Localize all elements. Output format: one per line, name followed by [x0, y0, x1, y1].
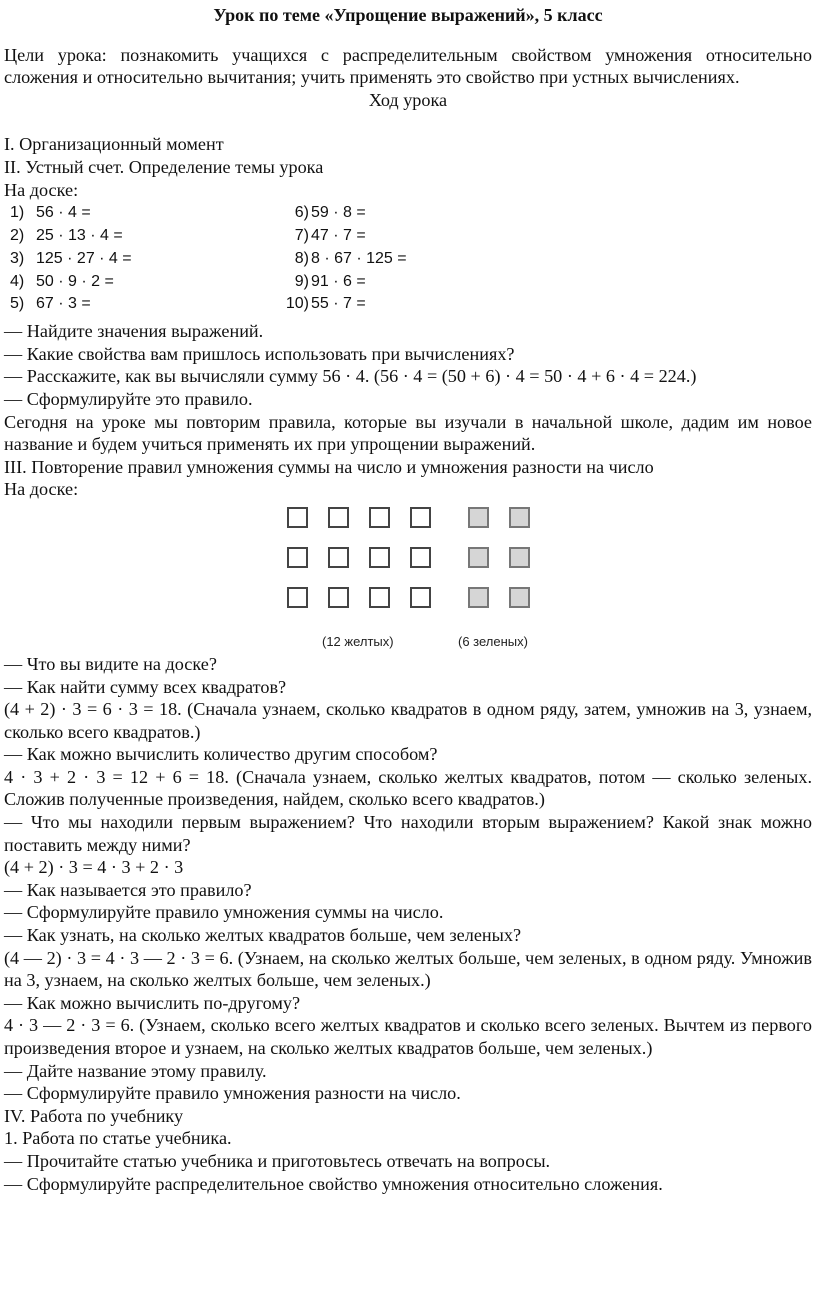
- green-square: [468, 547, 489, 568]
- yellow-square: [369, 507, 390, 528]
- green-square: [509, 547, 530, 568]
- question-line: — Как можно вычислить по-другому?: [4, 992, 301, 1013]
- green-square: [468, 507, 489, 528]
- yellow-square: [328, 587, 349, 608]
- question-line: — Какие свойства вам пришлось использовать при вычислениях?: [4, 343, 515, 364]
- section-heading-4: IV. Работа по учебнику: [4, 1105, 184, 1126]
- answer-line: 4 · 3 + 2 · 3 = 12 + 6 = 18. (Сначала узнаем, сколько желтых квадратов, потом — сколько зеленых. Сложив полученные произведения, найдем, сколько всего квадратов.): [4, 766, 812, 810]
- question-line: — Как называется это правило?: [4, 879, 252, 900]
- subsection-heading: 1. Работа по статье учебника.: [4, 1128, 232, 1149]
- question-line: — Как узнать, на сколько желтых квадратов больше, чем зеленых?: [4, 925, 522, 946]
- exercise-item: 2) 25 · 13 · 4 =: [10, 226, 123, 244]
- exercise-item: 1) 56 · 4 =: [10, 204, 91, 222]
- question-line: — Сформулируйте распределительное свойство умножения относительно сложения.: [4, 1173, 663, 1194]
- yellow-square: [369, 587, 390, 608]
- yellow-square: [287, 547, 308, 568]
- green-square: [468, 587, 489, 608]
- yellow-square: [410, 547, 431, 568]
- exercise-item: 3) 125 · 27 · 4 =: [10, 249, 132, 267]
- exercise-column-left: [10, 202, 132, 316]
- document-title: Урок по теме «Упрощение выражений», 5 класс: [213, 5, 603, 25]
- today-paragraph: Сегодня на уроке мы повторим правила, которые вы изучали в начальной школе, дадим им новое название и будем учиться применять их при упрощении выражений.: [4, 411, 812, 455]
- exercise-item: 7) 47 · 7 =: [294, 226, 366, 244]
- answer-line: 4 · 3 — 2 · 3 = 6. (Узнаем, сколько всего желтых квадратов и сколько всего зеленых. Вычтем из первого произведения второе и узнаем, на сколько желтых квадратов больше, чем зеленых.): [4, 1015, 812, 1058]
- document-page: [4, 4, 812, 1195]
- green-square: [509, 507, 530, 528]
- yellow-square: [328, 547, 349, 568]
- yellow-square: [287, 587, 308, 608]
- squares-figure: [284, 507, 544, 647]
- question-line: — Сформулируйте правило умножения суммы на число.: [4, 902, 444, 923]
- question-line: — Что вы видите на доске?: [4, 653, 217, 674]
- question-line: — Дайте название этому правилу.: [4, 1060, 267, 1081]
- course-heading: Ход урока: [368, 89, 448, 110]
- lesson-goals: Цели урока: познакомить учащихся с распределительным свойством умножения относительно сложения и относительно вычитания; учить применять это свойство при устных вычислениях.: [4, 44, 812, 88]
- answer-line: (4 — 2) · 3 = 4 · 3 — 2 · 3 = 6. (Узнаем, на сколько желтых больше, чем зеленых, в одном ряду. Умножив на 3, узнаем, на сколько желтых больше, чем зеленых.): [4, 947, 812, 991]
- question-line: — Прочитайте статью учебника и приготовьтесь отвечать на вопросы.: [4, 1150, 551, 1171]
- question-line: — Как можно вычислить количество другим способом?: [4, 744, 438, 765]
- yellow-caption: (12 желтых): [322, 633, 394, 649]
- yellow-square: [410, 587, 431, 608]
- section-heading-3: III. Повторение правил умножения суммы на число и умножения разности на число: [4, 456, 654, 477]
- exercise-item: 4) 50 · 9 · 2 =: [10, 272, 114, 290]
- question-line: — Расскажите, как вы вычисляли сумму 56 · 4. (56 · 4 = (50 + 6) · 4 = 50 · 4 + 6 · 4 = 224.): [4, 366, 697, 387]
- exercise-item: 5) 67 · 3 =: [10, 295, 91, 313]
- green-caption: (6 зеленых): [458, 633, 528, 649]
- exercise-item: 10) 55 · 7 =: [285, 295, 366, 313]
- exercise-item: 6) 59 · 8 =: [294, 204, 366, 222]
- section-heading-2: II. Устный счет. Определение темы урока: [4, 156, 324, 177]
- question-line: — Сформулируйте правило умножения разности на число.: [4, 1083, 461, 1104]
- question-line: — Как найти сумму всех квадратов?: [4, 676, 287, 697]
- question-line: — Что мы находили первым выражением? Что находили вторым выражением? Какой знак можно поставить между ними?: [4, 812, 812, 855]
- section-heading-1: I. Организационный момент: [4, 134, 224, 155]
- yellow-square: [369, 547, 390, 568]
- yellow-square: [287, 507, 308, 528]
- formula-line: (4 + 2) · 3 = 4 · 3 + 2 · 3: [4, 857, 184, 878]
- exercise-item: 9) 91 · 6 =: [294, 272, 366, 290]
- exercise-column-right: [277, 202, 407, 316]
- blank-line: [4, 111, 812, 133]
- green-square: [509, 587, 530, 608]
- question-line: — Найдите значения выражений.: [4, 321, 264, 342]
- on-board-label: На доске:: [4, 179, 79, 200]
- yellow-square: [410, 507, 431, 528]
- exercise-list: [4, 202, 424, 320]
- exercise-item: 8) 8 · 67 · 125 =: [294, 249, 407, 267]
- on-board-label: На доске:: [4, 479, 79, 500]
- question-line: — Сформулируйте это правило.: [4, 388, 253, 409]
- squares-figure-wrap: [4, 501, 812, 653]
- answer-line: (4 + 2) · 3 = 6 · 3 = 18. (Сначала узнаем, сколько квадратов в одном ряду, затем, умножив на 3, узнаем, сколько всего квадратов.): [4, 699, 812, 742]
- yellow-square: [328, 507, 349, 528]
